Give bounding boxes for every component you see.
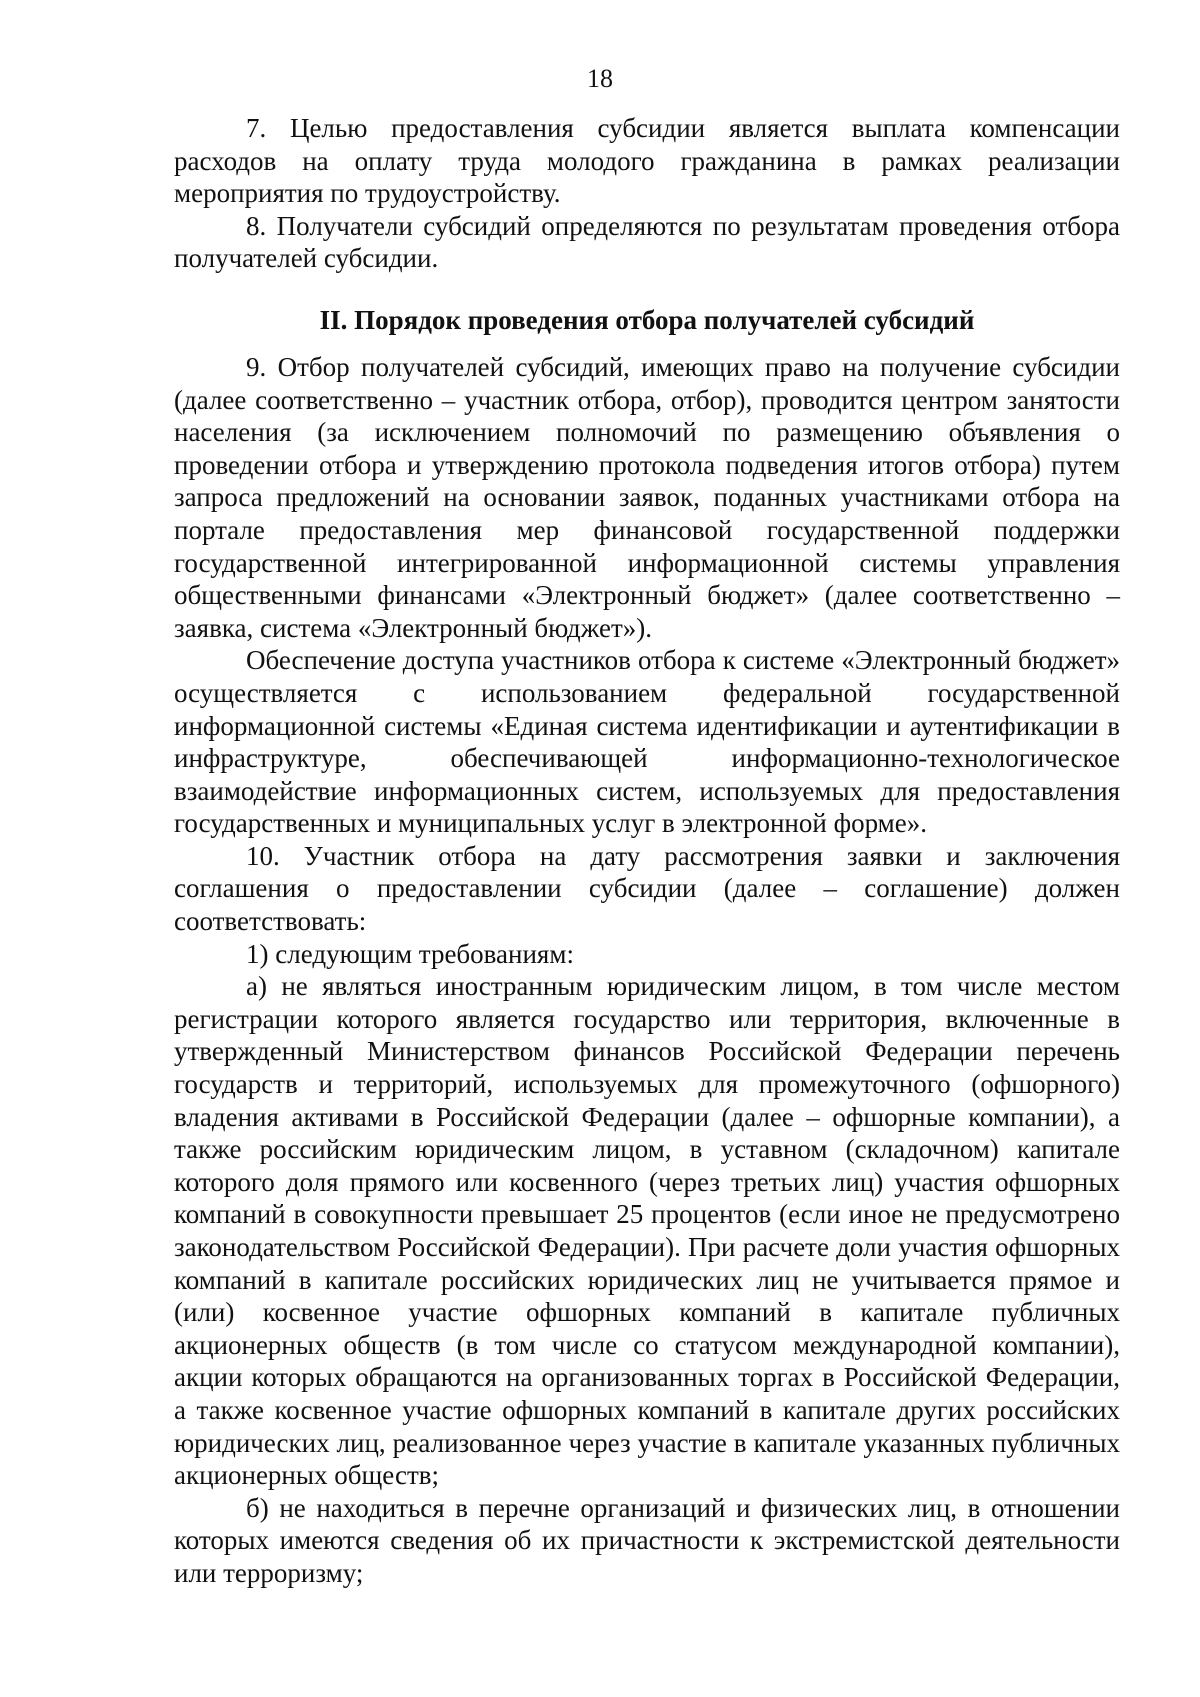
paragraph-9: 9. Отбор получателей субсидий, имеющих право на получение субсидии (далее соответственно – участник отбора, отбор), проводится центром занятости населения (за исключением полномочий по размещению объявления о проведении отбора и утверждению протокола подведения итогов отбора) путем запроса предложений на основании заявок, поданных участниками отбора на портале предоставления мер финансовой государственной поддержки государственной интегрированной информационной системы управления общественными финансами «Электронный бюджет» (далее соответственно – заявка, система «Электронный бюджет»).: [174, 351, 1120, 643]
paragraph-requirements: 1) следующим требованиям:: [246, 938, 574, 969]
paragraph-7: 7. Целью предоставления субсидии является выплата компенсации расходов на оплату труда молодого гражданина в рамках реализации мероприятия по трудоустройству.: [174, 113, 1120, 209]
paragraph-access: Обеспечение доступа участников отбора к системе «Электронный бюджет» осуществляется с использованием федеральной государственной информационной системы «Единая система идентификации и аутентификации в инфраструктуре, обеспечивающей информационно-технологическое взаимодействие информационных систем, используемых для предоставления государственных и муниципальных услуг в электронной форме».: [174, 645, 1120, 839]
paragraph-item-a: а) не являться иностранным юридическим лицом, в том числе местом регистрации которого является государство или территория, включенные в утвержденный Министерством финансов Российской Федерации перечень государств и территорий, используемых для промежуточного (офшорного) владения активами в Российской Федерации (далее – офшорные компании), а также российским юридическим лицом, в уставном (складочном) капитале которого доля прямого или косвенного (через третьих лиц) участия офшорных компаний в совокупности превышает 25 процентов (если иное не предусмотрено законодательством Российской Федерации). При расчете доли участия офшорных компаний в капитале российских юридических лиц не учитывается прямое и (или) косвенное участие офшорных компаний в капитале публичных акционерных обществ (в том числе со статусом международной компании), акции которых обращаются на организованных торгах в Российской Федерации, а также косвенное участие офшорных компаний в капитале других российских юридических лиц, реализованное через участие в капитале указанных публичных акционерных обществ;: [174, 971, 1120, 1491]
document-body: [174, 112, 1120, 1590]
page-number: 18: [587, 64, 613, 93]
paragraph-8: 8. Получатели субсидий определяются по результатам проведения отбора получателей субсидии.: [174, 210, 1120, 274]
section-heading: II. Порядок проведения отбора получателей субсидий: [319, 304, 975, 335]
paragraph-10: 10. Участник отбора на дату рассмотрения заявки и заключения соглашения о предоставлении субсидии (далее – соглашение) должен соответствовать:: [174, 840, 1120, 937]
paragraph-item-b: б) не находиться в перечне организаций и физических лиц, в отношении которых имеются сведения об их причастности к экстремистской деятельности или терроризму;: [174, 1492, 1120, 1588]
